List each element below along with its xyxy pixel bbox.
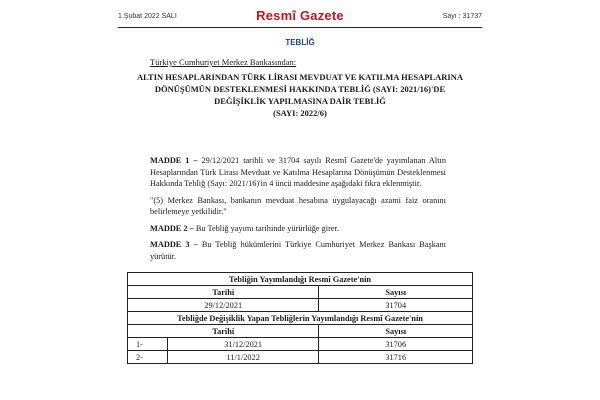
- article-3-text: Bu Tebliğ hükümlerini Türkiye Cumhuriyet Merkez Bankası Başkanı yürütür.: [150, 240, 446, 261]
- article-3-label: MADDE 3 –: [150, 240, 198, 249]
- table-row: [128, 338, 473, 351]
- article-2-label: MADDE 2 –: [150, 223, 194, 233]
- gazette-title: Resmî Gazete: [256, 8, 344, 23]
- column-date-header: Tarihi: [128, 325, 319, 338]
- table-row: [128, 299, 473, 312]
- gazette-header: [118, 8, 482, 26]
- article-1-quote: "(5) Merkez Bankası, bankanın mevduat hesabına uygulayacağı azami faiz oranını belirlemeye yetkilidir.": [150, 195, 446, 216]
- table-cell-issue: 31704: [319, 299, 473, 312]
- column-date-header: Tarihi: [128, 286, 319, 299]
- article-1-label: MADDE 1 –: [150, 156, 198, 165]
- article-1-text: 29/12/2021 tarihli ve 31704 sayılı Resmî Gazete'de yayımlanan Altın Hesaplarından Türk Lirası Mevduat ve Katılma Hesaplarına Dönüşümün Desteklenmesi Hakkında Tebliğ (Sayı: 2021/16)'in 4 üncü maddesine aşağıdaki fıkra eklenmiştir.: [150, 156, 446, 188]
- article-2: [150, 223, 446, 235]
- table-title-2: Tebliğde Değişiklik Yapan Tebliğlerin Yayımlandığı Resmî Gazete'nin: [128, 312, 473, 325]
- header-divider: [118, 27, 482, 28]
- header-issue-number: Sayı : 31737: [442, 13, 482, 20]
- table-cell-date: 29/12/2021: [128, 299, 319, 312]
- section-title: TEBLİĞ: [285, 38, 315, 47]
- column-issue-header: Sayısı: [319, 286, 473, 299]
- table-cell-issue: 31706: [319, 338, 473, 351]
- table-cell-issue: 31716: [319, 351, 473, 364]
- table-cell-number: 2-: [128, 351, 168, 364]
- table-title-1: Tebliğin Yayımlandığı Resmî Gazete'nin: [128, 273, 473, 286]
- issuer-line: Türkiye Cumhuriyet Merkez Bankasından:: [150, 57, 297, 67]
- heading-line: ALTIN HESAPLARINDAN TÜRK LİRASI MEVDUAT VE KATILMA HESAPLARINA: [137, 72, 463, 82]
- heading-line: (SAYI: 2022/6): [273, 108, 327, 118]
- heading-line: DEĞİŞİKLİK YAPILMASINA DAİR TEBLİĞ: [214, 96, 386, 106]
- article-3: [150, 239, 446, 262]
- publication-table: [127, 272, 473, 364]
- communique-heading: [120, 71, 480, 119]
- table-cell-number: 1-: [128, 338, 168, 351]
- table-row: [128, 351, 473, 364]
- heading-line: DÖNÜŞÜMÜN DESTEKLENMESİ HAKKINDA TEBLİĞ (SAYI: 2021/16)'DE: [154, 84, 446, 94]
- communique-body: [150, 155, 446, 262]
- article-2-text: Bu Tebliğ yayımı tarihinde yürürlüğe girer.: [193, 223, 339, 233]
- column-issue-header: Sayısı: [319, 325, 473, 338]
- article-1: [150, 155, 446, 190]
- table-cell-date: 11/1/2022: [167, 351, 319, 364]
- table-cell-date: 31/12/2021: [167, 338, 319, 351]
- header-date: 1 Şubat 2022 SALI: [118, 13, 177, 20]
